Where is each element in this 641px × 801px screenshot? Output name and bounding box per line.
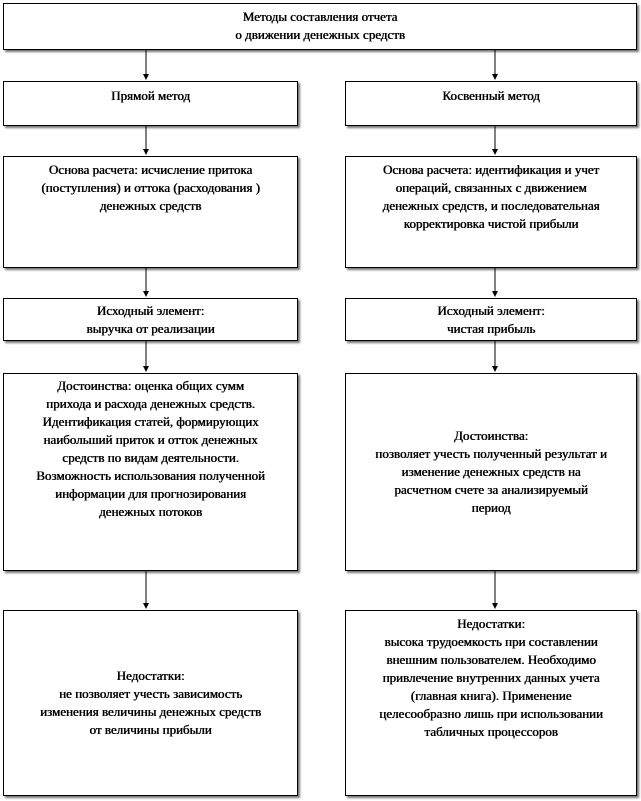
direct-advantages-line: информации для прогнозирования xyxy=(55,486,246,501)
direct-element-box xyxy=(3,298,298,341)
indirect-disadvantages-line: табличных процессоров xyxy=(424,724,558,739)
direct-advantages-box xyxy=(3,373,298,571)
direct-basis-line: денежных средств xyxy=(99,198,202,213)
indirect-element-line: чистая прибыль xyxy=(446,321,536,336)
direct-advantages-line: денежных потоков xyxy=(98,504,203,519)
direct-advantages-line: наибольший приток и отток денежных xyxy=(43,432,258,447)
direct-basis-line: (поступления) и оттока (расходования ) xyxy=(41,180,260,195)
indirect-advantages-line: Достоинства: xyxy=(453,428,529,443)
direct-method-label: Прямой метод xyxy=(110,88,191,103)
direct-basis-line: Основа расчета: исчисление притока xyxy=(48,162,253,177)
direct-disadvantages-line: от величины прибыли xyxy=(89,722,212,737)
indirect-advantages-line: период xyxy=(471,500,511,515)
indirect-element-box xyxy=(345,298,637,341)
indirect-basis-line: операций, связанных с движением xyxy=(395,180,587,195)
indirect-advantages-box xyxy=(345,373,637,571)
indirect-basis-line: денежных средств, и последовательная xyxy=(382,198,600,213)
title-line: Методы составления отчета xyxy=(242,9,398,24)
title-line: о движении денежных средств xyxy=(235,27,405,42)
indirect-disadvantages-line: высока трудоемкость при составлении xyxy=(384,634,598,649)
indirect-method-box xyxy=(345,81,637,126)
indirect-disadvantages-line: Недостатки: xyxy=(456,616,526,631)
direct-advantages-line: Возможность использования полученной xyxy=(36,468,265,483)
direct-advantages-line: прихода и расхода денежных средств. xyxy=(46,396,255,411)
indirect-element-line: Исходный элемент: xyxy=(437,303,545,318)
indirect-advantages-line: расчетном счете за анализируемый xyxy=(394,482,588,497)
direct-method-box xyxy=(3,81,298,126)
direct-advantages-line: Достоинства: оценка общих сумм xyxy=(57,378,244,393)
indirect-disadvantages-line: (главная книга). Применение xyxy=(410,688,572,703)
direct-element-line: выручка от реализации xyxy=(86,321,215,336)
direct-element-line: Исходный элемент: xyxy=(96,303,205,318)
indirect-basis-box xyxy=(345,156,637,268)
direct-disadvantages-line: изменения величины денежных средств xyxy=(39,704,262,719)
indirect-basis-line: Основа расчета: идентификация и учет xyxy=(382,162,600,177)
indirect-disadvantages-line: внешним пользователем. Необходимо xyxy=(386,652,596,667)
indirect-basis-line: корректировка чистой прибыли xyxy=(403,216,579,231)
indirect-advantages-line: изменение денежных средств на xyxy=(401,464,581,479)
indirect-disadvantages-box xyxy=(345,610,637,796)
direct-disadvantages-box xyxy=(3,610,298,796)
indirect-advantages-line: позволяет учесть полученный результат и xyxy=(375,446,607,461)
direct-advantages-line: Идентификация статей, формирующих xyxy=(42,414,259,429)
direct-disadvantages-line: Недостатки: xyxy=(116,668,185,683)
indirect-method-label: Косвенный метод xyxy=(442,88,540,103)
diagram-title-box xyxy=(3,3,637,50)
indirect-disadvantages-line: целесообразно лишь при использовании xyxy=(379,706,603,721)
direct-advantages-line: средств по видам деятельности. xyxy=(62,450,239,465)
indirect-disadvantages-line: привлечение внутренних данных учета xyxy=(382,670,600,685)
direct-basis-box xyxy=(3,156,298,268)
direct-disadvantages-line: не позволяет учесть зависимость xyxy=(58,686,243,701)
